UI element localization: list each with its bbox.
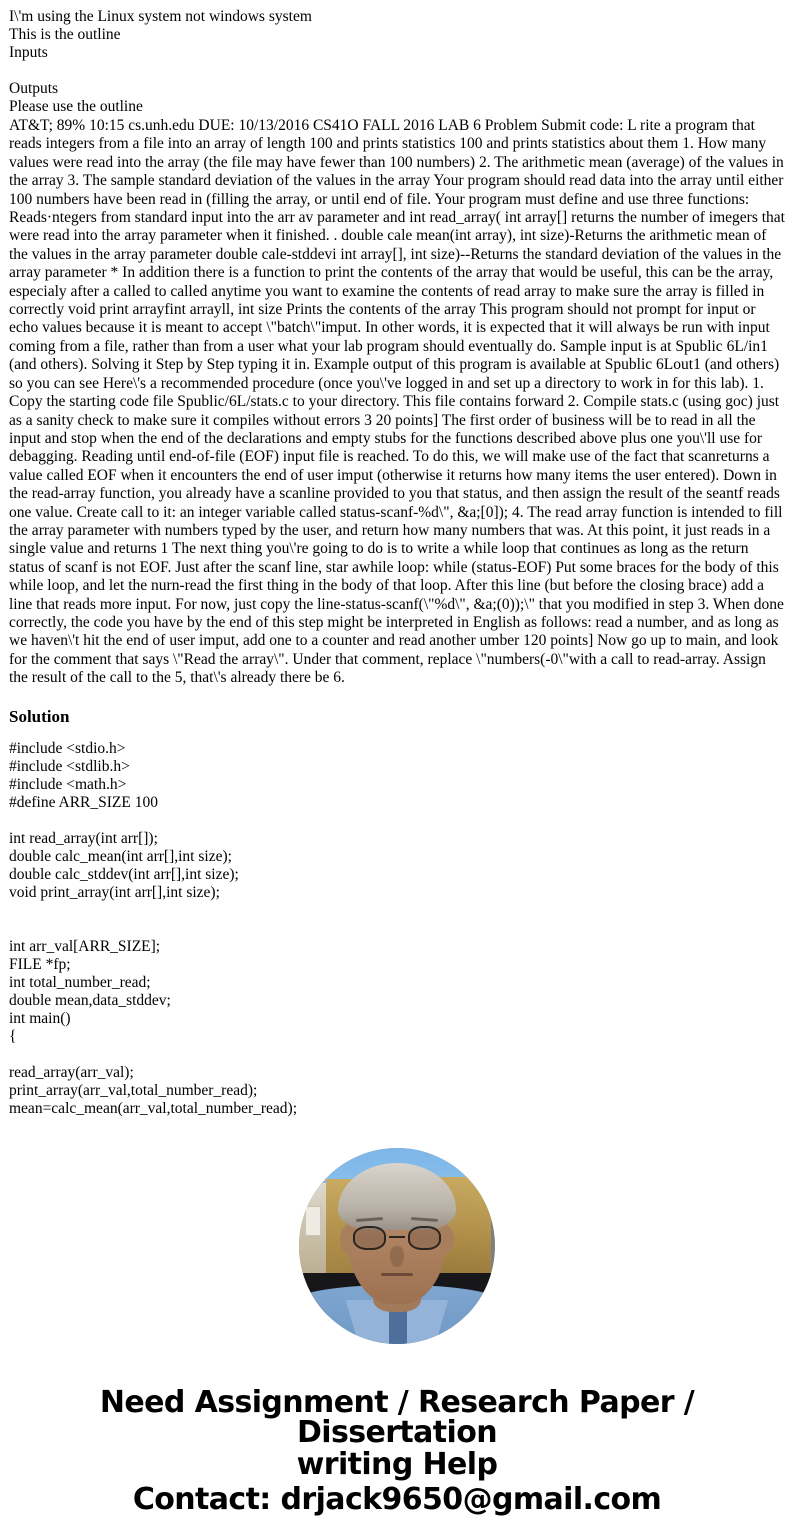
promo-contact-line: Contact: drjack9650@gmail.com (132, 1481, 662, 1517)
code-line: int read_array(int arr[]); (9, 829, 158, 847)
intro-line: Outputs (9, 80, 59, 97)
code-spacer (9, 1046, 785, 1064)
question-paragraph: AT&T; 89% 10:15 cs.unh.edu DUE: 10/13/2016 CS41O FALL 2016 LAB 6 Problem Submit code: L rite a program that reads integers from a file into an array of length 100 and prints statistics 100 and prints statistics about them 1. How many values were read into the array (the file may have fewer than 100 numbers) 2. The arithmetic mean (average) of the values in the array 3. The sample standard deviation of the values in the array Your program should read data into the array until either 100 numbers have been read in (filling the array, or until end of file. Your program must define and use three functions: Reads·ntegers from standard input into the arr av parameter and int read_array( int array[] returns the number of imegers that were read into the array parameter when it finished. . double cale mean(int array), int size)-Returns the arithmetic mean of the values in the array parameter double cale-stddevi int array[], int size)--Returns the standard deviation of the values in the array parameter * In addition there is a function to print the contents of the array that would be useful, this can be the array, especialy after a called to called anytime you want to examine the contents of read array to make sure the array is filled in correctly void print arrayfint arrayll, int size Prints the contents of the array This program should not prompt for input or echo values because it is meant to accept \"batch\"imput. In other words, it is expected that it will always be run with input coming from a file, rather than from a user what your lab program should eventually do. Sample input is at Spublic 6L/in1 (and others). Solving it Step by Step typing it in. Example output of this program is available at Spublic 6Lout1 (and others) so you can see Here\'s a recommended procedure (once you\'ve logged in and set up a directory to work in for this lab). 1. Copy the starting code file Spublic/6L/stats.c to your directory. This file contains forward 2. Compile stats.c (using goc) just as a sanity check to make sure it compiles without errors 3 20 points] The first order of business will be to read in all the input and stop when the end of the declarations and empty stubs for the functions described above plus one you\'ll use for debagging. Reading until end-of-file (EOF) input file is reached. To do this, we will make use of the fact that scanreturns a value called EOF when it encounters the end of user imput (otherwise it returns how many items the user entered). Down in the read-array function, you already have a scanline provided to you that status, and then assign the result of the seantf reads one value. Create call to it: an integer variable called status-scanf-%d\", &a;[0]); 4. The read array function is intended to fill the array parameter with numbers typed by the user, and return how many numbers that was. At this point, it just reads in a single value and returns 1 The next thing you\'re going to do is to write a while loop that continues as long as the return status of scanf is not EOF. Just after the scanf line, star awhile loop: while (status-EOF) Put some braces for the body of this while loop, and let the nurn-read the first thing in the body of that loop. After this line (but before the closing brace) add a line that reads more input. For now, just copy the line-status-scanf(\"%d\", &a;(0));\" that you modified in step 3. When done correctly, the code you have by the end of this step might be interpreted in English as follows: read a number, and as long as we haven\'t hit the end of user imput, add one to a counter and read another umber 120 points] Now go up to main, and look for the comment that says \"Read the array\". Under that comment, replace \"numbers(-0\"with a call to read-array. Assign the result of the call to the 5, that\'s already there be 6. (9, 117, 785, 687)
code-line: #include <stdio.h> (9, 739, 126, 757)
code-line: #include <stdlib.h> (9, 757, 130, 775)
code-line: { (9, 1027, 17, 1045)
avatar-container (9, 1118, 785, 1344)
avatar-nose (390, 1246, 404, 1268)
code-line: #include <math.h> (9, 775, 127, 793)
avatar (299, 1148, 495, 1344)
avatar-background-switch (305, 1206, 321, 1235)
code-line: print_array(arr_val,total_number_read); (9, 1081, 258, 1099)
code-line: void print_array(int arr[],int size); (9, 883, 220, 901)
intro-line: Please use the outline (9, 98, 143, 115)
code-line: int arr_val[ARR_SIZE]; (9, 937, 161, 955)
solution-heading: Solution (9, 706, 70, 726)
code-spacer (9, 902, 785, 920)
intro-line: I\'m using the Linux system not windows system (9, 8, 312, 25)
code-spacer (9, 920, 785, 938)
avatar-mouth (381, 1273, 412, 1276)
code-line: double calc_mean(int arr[],int size); (9, 847, 232, 865)
code-line: read_array(arr_val); (9, 1063, 134, 1081)
intro-spacer (9, 62, 785, 80)
avatar-tie (389, 1310, 407, 1343)
code-line: double mean,data_stddev; (9, 991, 171, 1009)
intro-line: This is the outline (9, 26, 121, 43)
code-spacer (9, 812, 785, 830)
code-line: FILE *fp; (9, 955, 71, 973)
promo-footer (9, 1344, 785, 1518)
avatar-glasses-lens-right (408, 1226, 441, 1250)
intro-block (9, 8, 785, 116)
code-line: int total_number_read; (9, 973, 151, 991)
promo-headline-line-1: Need Assignment / Research Paper / Dissertation (99, 1384, 695, 1450)
intro-line: Inputs (9, 44, 48, 61)
solution-code-block (9, 729, 785, 1118)
promo-headline-line-2: writing Help (296, 1446, 498, 1482)
code-line: int main() (9, 1009, 71, 1027)
code-line: mean=calc_mean(arr_val,total_number_read); (9, 1099, 298, 1117)
code-line: double calc_stddev(int arr[],int size); (9, 865, 239, 883)
avatar-glasses-bridge (389, 1236, 405, 1239)
avatar-glasses-lens-left (353, 1226, 386, 1250)
code-line: #define ARR_SIZE 100 (9, 793, 158, 811)
